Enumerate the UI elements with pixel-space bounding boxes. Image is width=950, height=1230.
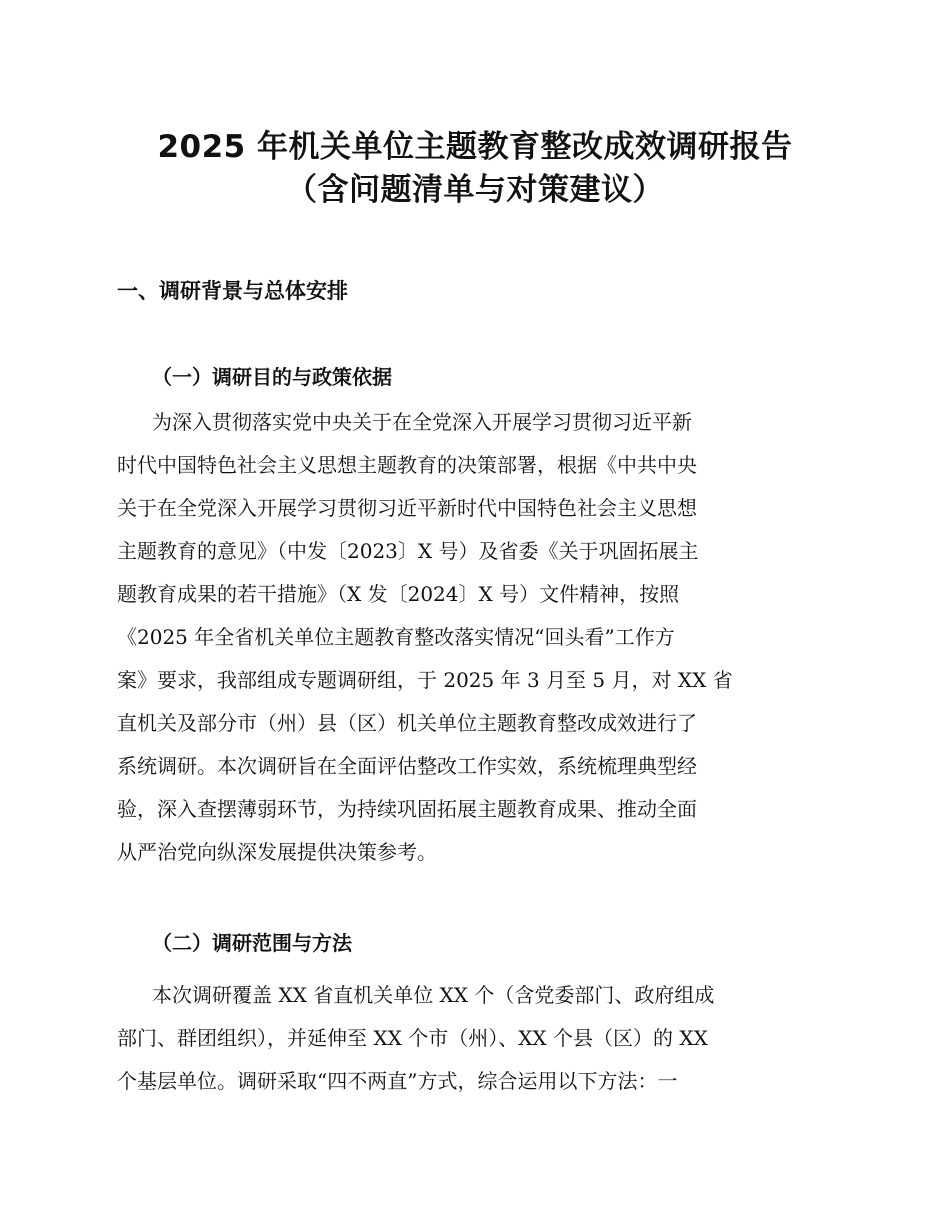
paragraph-line: 为深入贯彻落实党中央关于在全党深入开展学习贯彻习近平新 [152, 410, 692, 434]
paragraph-line: 个基层单位。调研采取“四不两直”方式，综合运用以下方法：一 [117, 1069, 678, 1093]
paragraph-line: 验，深入查摆薄弱环节，为持续巩固拓展主题教育成果、推动全面 [117, 797, 697, 821]
paragraph-line: 时代中国特色社会主义思想主题教育的决策部署，根据《中共中央 [117, 453, 697, 477]
subsection-heading-1: （一）调研目的与政策依据 [152, 365, 392, 389]
paragraph-2 [117, 974, 833, 1103]
section-heading-1: 一、调研背景与总体安排 [117, 279, 348, 303]
paragraph-line: 部门、群团组织），并延伸至 XX 个市（州）、XX 个县（区）的 XX [117, 1026, 708, 1050]
document-title-line-1: 2025 年机关单位主题教育整改成效调研报告 [157, 129, 793, 165]
paragraph-line: 《2025 年全省机关单位主题教育整改落实情况“回头看”工作方 [117, 625, 675, 649]
paragraph-line: 题教育成果的若干措施》（X 发〔2024〕X 号）文件精神，按照 [117, 582, 680, 606]
subsection-heading-2: （二）调研范围与方法 [152, 931, 352, 955]
paragraph-line: 本次调研覆盖 XX 省直机关单位 XX 个（含党委部门、政府组成 [152, 983, 715, 1007]
paragraph-line: 主题教育的意见》（中发〔2023〕X 号）及省委《关于巩固拓展主 [117, 539, 699, 563]
paragraph-line: 系统调研。本次调研旨在全面评估整改工作实效，系统梳理典型经 [117, 754, 697, 778]
paragraph-line: 从严治党向纵深发展提供决策参考。 [117, 840, 437, 864]
paragraph-line: 关于在全党深入开展学习贯彻习近平新时代中国特色社会主义思想 [117, 496, 697, 520]
paragraph-line: 直机关及部分市（州）县（区）机关单位主题教育整改成效进行了 [117, 711, 697, 735]
document-title-line-2: （含问题清单与对策建议） [286, 172, 664, 208]
paragraph-1 [117, 401, 833, 874]
paragraph-line: 案》要求，我部组成专题调研组，于 2025 年 3 月至 5 月，对 XX 省 [117, 668, 733, 692]
